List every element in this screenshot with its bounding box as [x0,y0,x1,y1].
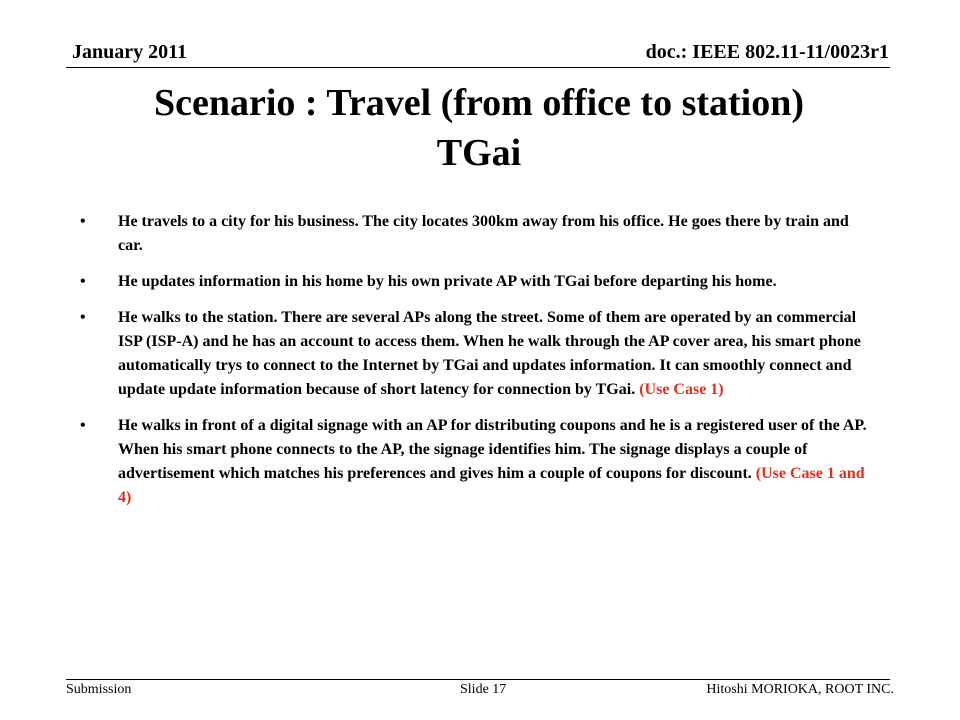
bullet-text: He updates information in his home by his own private AP with TGai before departing his home. [118,273,777,290]
header-divider [66,67,890,68]
bullet-text: He walks to the station. There are several APs along the street. Some of them are operated by an commercial ISP (ISP-A) and he has an account to access them. When he walk through the AP cover area, his smart phone automatically trys to connect to the Internet by TGai and updates information. It can smoothly connect and update update information because of short latency for connection by TGai. [118,309,861,398]
footer-divider [66,679,890,680]
bullet-marker: • [80,309,86,326]
bullet-text: He walks in front of a digital signage with an AP for distributing coupons and he is a registered user of the AP. When his smart phone connects to the AP, the signage identifies him. The signage displays a couple of advertisement which matches his preferences and gives him a couple of coupons for discount. [118,417,867,482]
use-case-tag: (Use Case 1) [639,381,724,398]
bullet-item-2 [78,270,868,294]
use-case-tag: (Use Case 1 and 4) [118,465,865,506]
header-date: January 2011 [72,41,188,63]
bullet-item-1 [78,210,868,258]
bullet-item-4 [78,414,868,510]
bullet-marker: • [80,417,86,434]
slide-title [66,78,892,178]
bullet-marker: • [80,273,86,290]
bullet-marker: • [80,213,86,230]
footer-author: Hitoshi MORIOKA, ROOT INC. [706,682,894,697]
slide-title-line-2: TGai [436,132,522,174]
bullet-item-3 [78,306,868,402]
header-doc-id: doc.: IEEE 802.11-11/0023r1 [645,41,889,63]
bullet-list [78,210,868,522]
footer-submission: Submission [66,682,132,697]
footer-slide-number: Slide 17 [460,682,507,697]
slide-title-line-1: Scenario : Travel (from office to station) [153,82,805,124]
bullet-text: He travels to a city for his business. The city locates 300km away from his office. He goes there by train and car. [118,213,849,254]
